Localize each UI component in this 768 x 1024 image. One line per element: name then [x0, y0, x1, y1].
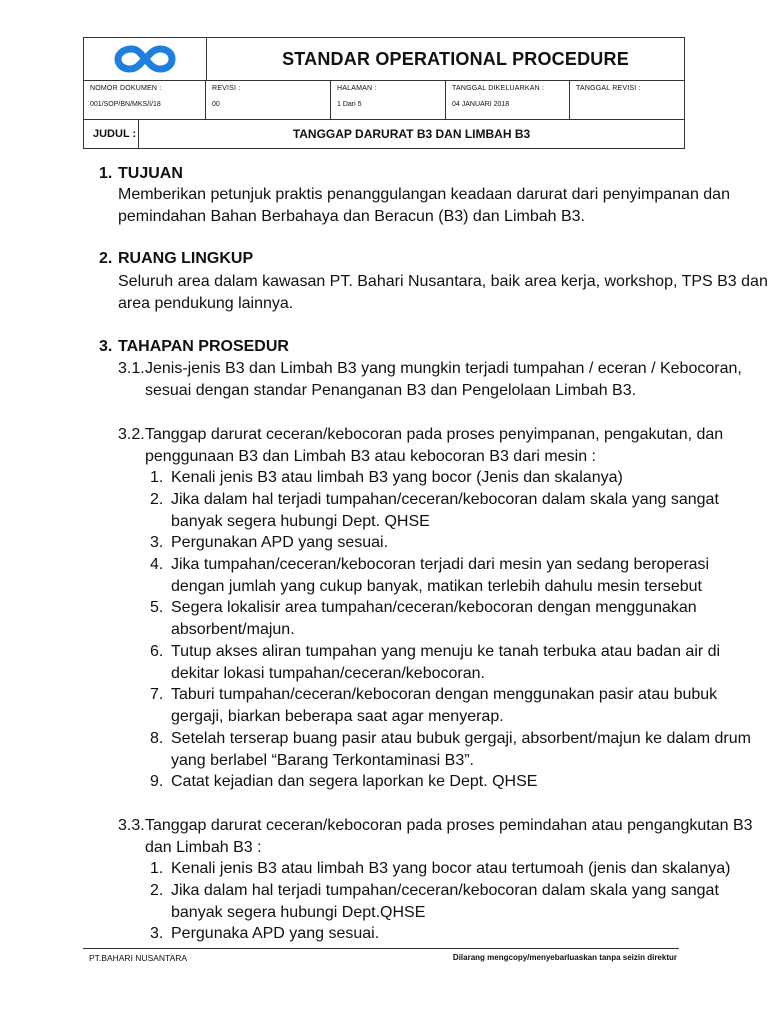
section-3-title: 3. TAHAPAN PROSEDUR — [99, 338, 289, 355]
meta-tanggal-revisi: TANGGAL REVISI : — [576, 85, 641, 92]
metadata-row — [84, 81, 684, 120]
section-2-text: Seluruh area dalam kawasan PT. Bahari Nusantara, baik area kerja, workshop, TPS B3 dan area pendukung lainnya. — [118, 273, 768, 312]
judul-row — [84, 120, 684, 148]
footer-company: PT.BAHARI NUSANTARA — [89, 953, 188, 963]
footer-notice: Dilarang mengcopy/menyebarluaskan tanpa seizin direktur — [452, 953, 677, 962]
section-1-title: 1. TUJUAN — [99, 165, 183, 182]
section-2-title: 2. RUANG LINGKUP — [99, 250, 254, 267]
company-logo — [84, 38, 207, 80]
document-header — [83, 37, 685, 149]
footer-divider — [83, 948, 679, 949]
judul-label: JUDUL : — [84, 120, 139, 148]
judul-value: TANGGAP DARURAT B3 DAN LIMBAH B3 — [292, 127, 531, 141]
meta-revisi: REVISI : 00 — [206, 81, 331, 119]
document-title: STANDAR OPERATIONAL PROCEDURE — [282, 48, 629, 69]
infinity-logo-icon — [114, 41, 176, 77]
meta-nomor-dokumen: NOMOR DOKUMEN : 001/SOP/BN/MKS/I/18 — [84, 81, 206, 119]
section-1-text: Memberikan petunjuk praktis penanggulangan keadaan darurat dari penyimpanan dan pemindahan Bahan Berbahaya dan Beracun (B3) dan Limbah B3. — [118, 186, 730, 225]
meta-tanggal-dikeluarkan: TANGGAL DIKELUARKAN : 04 JANUARI 2018 — [446, 81, 570, 119]
meta-halaman: HALAMAN : 1 Dari 5 — [331, 81, 446, 119]
